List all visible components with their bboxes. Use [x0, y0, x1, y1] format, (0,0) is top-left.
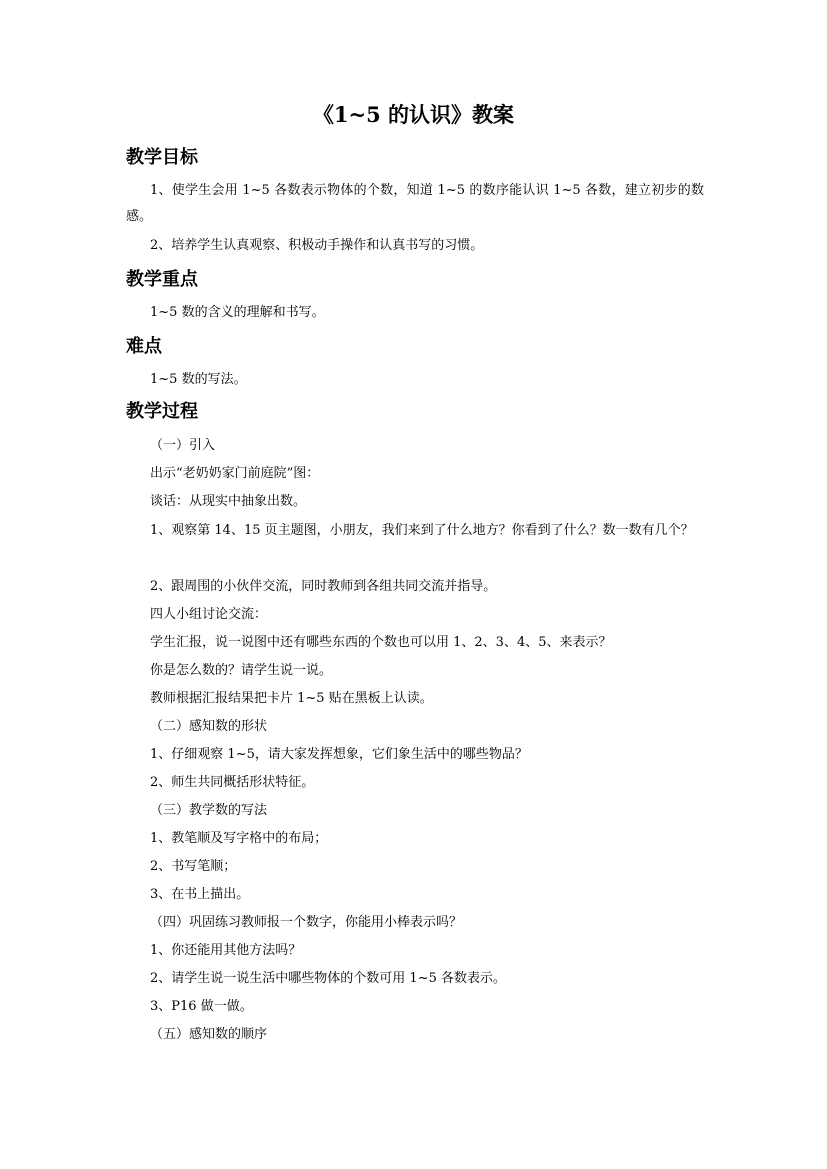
process-line: 3、P16 做一做。 [150, 999, 253, 1014]
heading-key-points: 教学重点 [126, 269, 198, 290]
process-line: 3、在书上描出。 [150, 887, 250, 902]
process-line: 2、请学生说一说生活中哪些物体的个数可用 1~5 各数表示。 [150, 971, 506, 986]
process-line: 2、书写笔顺； [150, 859, 237, 874]
process-line: （四）巩固练习教师报一个数字，你能用小棒表示吗？ [150, 915, 463, 930]
process-line: （五）感知数的顺序 [150, 1027, 268, 1042]
process-line: 2、跟周围的小伙伴交流，同时教师到各组共同交流并指导。 [150, 579, 497, 594]
goals-paragraph-1: 1、使学生会用 1~5 各数表示物体的个数，知道 1~5 的数序能认识 1~5 各数，建立初步的数感。 [126, 183, 704, 224]
heading-process: 教学过程 [126, 401, 198, 422]
page-title: 《1~5 的认识》教案 [312, 102, 515, 127]
heading-difficulty: 难点 [126, 336, 162, 357]
process-line: 2、师生共同概括形状特征。 [150, 775, 315, 790]
process-line: 四人小组讨论交流： [150, 607, 268, 622]
process-paragraph: 1、观察第 14、15 页主题图，小朋友，我们来到了什么地方？你看到了什么？数一数有几个？ [150, 523, 694, 538]
process-line: （一）引入 [150, 438, 216, 453]
process-line: 1、你还能用其他方法吗？ [150, 943, 302, 958]
process-line: （二）感知数的形状 [150, 719, 268, 734]
process-line: （三）教学数的写法 [150, 803, 268, 818]
process-line: 1、仔细观察 1~5，请大家发挥想象，它们象生活中的哪些物品？ [150, 747, 528, 762]
process-line: 谈话：从现实中抽象出数。 [150, 494, 307, 509]
process-line: 教师根据汇报结果把卡片 1~5 贴在黑板上认读。 [150, 691, 433, 706]
goals-paragraph-2: 2、培养学生认真观察、积极动手操作和认真书写的习惯。 [150, 238, 484, 253]
key-points-text: 1~5 数的含义的理解和书写。 [150, 305, 325, 320]
process-line: 学生汇报，说一说图中还有哪些东西的个数也可以用 1、2、3、4、5、来表示？ [150, 635, 612, 650]
process-line: 你是怎么数的？请学生说一说。 [150, 663, 333, 678]
process-line: 1、教笔顺及写字格中的布局； [150, 831, 328, 846]
difficulty-text: 1~5 数的写法。 [150, 372, 247, 387]
process-line: 出示“老奶奶家门前庭院”图： [150, 466, 320, 481]
heading-goals: 教学目标 [126, 147, 198, 168]
